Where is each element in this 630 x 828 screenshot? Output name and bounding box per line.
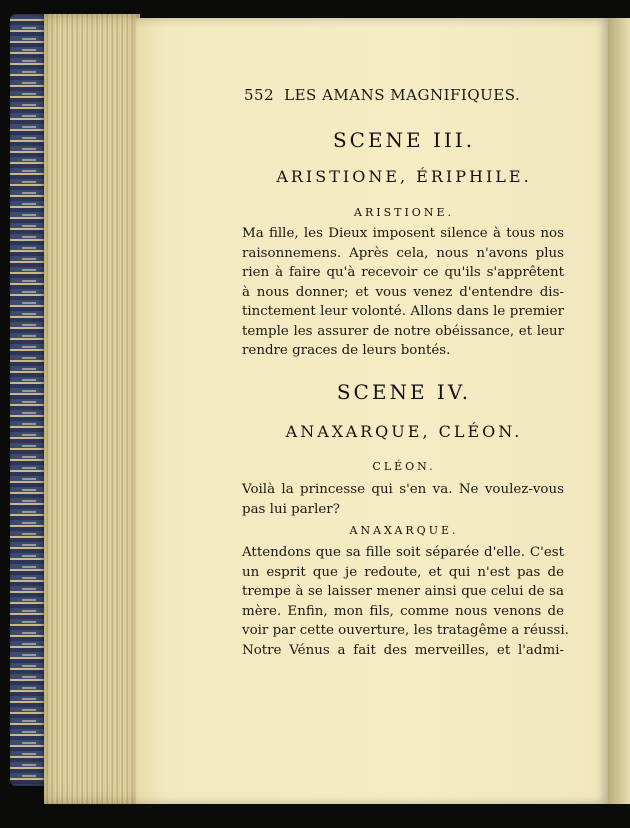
text-line: à nous donner; et vous venez d'entendre dis- xyxy=(242,284,564,300)
text-line: pas lui parler? xyxy=(242,501,340,517)
cleon-speech xyxy=(242,480,564,519)
text-line: Attendons que sa fille soit séparée d'elle. C'est xyxy=(242,545,564,560)
text-line: raisonnemens. Après cela, nous n'avons plus xyxy=(242,245,564,261)
text-line: trempe à se laisser mener ainsi que celui de sa xyxy=(242,584,564,599)
text-line: rien à faire qu'à recevoir ce qu'ils s'apprêtent xyxy=(242,265,564,280)
scene-3-speaker: ARISTIONE. xyxy=(354,206,454,219)
scene-3-characters: ARISTIONE, ÉRIPHILE. xyxy=(276,167,532,186)
scene-4-speaker-cleon: CLÉON. xyxy=(372,460,436,473)
page-edges xyxy=(44,14,140,804)
text-line: voir par cette ouverture, les tratagême a réussi. xyxy=(242,623,569,638)
text-line: Voilà la princesse qui s'en va. Ne voulez-vous xyxy=(242,482,564,497)
page-number: 552 xyxy=(244,86,275,104)
running-title: LES AMANS MAGNIFIQUES. xyxy=(284,86,521,104)
scene-4-characters: ANAXARQUE, CLÉON. xyxy=(285,422,523,441)
anaxarque-speech xyxy=(242,543,569,660)
text-line: un esprit que je redoute, et qui n'est pas de xyxy=(242,564,564,580)
text-line: tinctement leur volonté. Allons dans le premier xyxy=(242,304,564,319)
text-line: temple les assurer de notre obéissance, et leur xyxy=(242,323,564,339)
text-line: Notre Vénus a fait des merveilles, et l'admi- xyxy=(242,642,564,658)
spine-decoration xyxy=(22,18,36,782)
scene-4-speaker-anaxarque: ANAXARQUE. xyxy=(349,524,459,537)
running-head xyxy=(244,86,564,104)
facing-page-edge xyxy=(608,18,630,804)
text-line: mère. Enfin, mon fils, comme nous venons de xyxy=(242,603,564,619)
scene-4-title: SCENE IV. xyxy=(336,380,472,404)
scene-3-title: SCENE III. xyxy=(332,128,476,152)
text-line: Ma fille, les Dieux imposent silence à tous nos xyxy=(242,226,564,241)
scene-3-speech xyxy=(242,224,564,361)
text-line: rendre graces de leurs bontés. xyxy=(242,343,451,358)
